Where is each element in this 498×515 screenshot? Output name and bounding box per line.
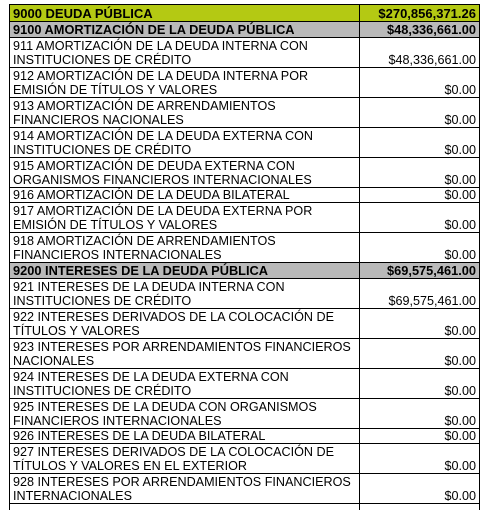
table-row <box>10 38 480 68</box>
account-label: 913 AMORTIZACIÓN DE ARRENDAMIENTOS FINANCIEROS NACIONALES <box>10 98 360 128</box>
account-label: 926 INTERESES DE LA DEUDA BILATERAL <box>10 429 360 444</box>
table-row <box>10 399 480 429</box>
table-row <box>10 128 480 158</box>
table-row <box>10 98 480 128</box>
account-label: 923 INTERESES POR ARRENDAMIENTOS FINANCIEROS NACIONALES <box>10 339 360 369</box>
chapter-row <box>10 5 480 22</box>
account-amount: $0.00 <box>360 98 480 128</box>
account-label: 925 INTERESES DE LA DEUDA CON ORGANISMOS FINANCIEROS INTERNACIONALES <box>10 399 360 429</box>
section-label: 9200 INTERESES DE LA DEUDA PÚBLICA <box>10 263 360 279</box>
account-label: 924 INTERESES DE LA DEUDA EXTERNA CON INSTITUCIONES DE CRÉDITO <box>10 369 360 399</box>
account-amount: $0.00 <box>360 369 480 399</box>
account-label: 917 AMORTIZACIÓN DE LA DEUDA EXTERNA POR EMISIÓN DE TÍTULOS Y VALORES <box>10 203 360 233</box>
account-amount: $0.00 <box>360 128 480 158</box>
account-amount: $0.00 <box>360 158 480 188</box>
account-label: 922 INTERESES DERIVADOS DE LA COLOCACIÓN DE TÍTULOS Y VALORES <box>10 309 360 339</box>
table-row-cutoff <box>10 504 480 511</box>
table-row <box>10 339 480 369</box>
table-row <box>10 309 480 339</box>
table-row <box>10 444 480 474</box>
account-amount: $48,336,661.00 <box>360 38 480 68</box>
table-row <box>10 68 480 98</box>
account-amount: $0.00 <box>360 444 480 474</box>
table-row <box>10 188 480 203</box>
account-amount: $0.00 <box>360 188 480 203</box>
section-row <box>10 263 480 279</box>
account-label: 928 INTERESES POR ARRENDAMIENTOS FINANCIEROS INTERNACIONALES <box>10 474 360 504</box>
cutoff-cell <box>360 504 480 511</box>
section-row <box>10 22 480 38</box>
chapter-amount: $270,856,371.26 <box>360 5 480 22</box>
account-label: 912 AMORTIZACIÓN DE LA DEUDA INTERNA POR EMISIÓN DE TÍTULOS Y VALORES <box>10 68 360 98</box>
account-label: 918 AMORTIZACIÓN DE ARRENDAMIENTOS FINANCIEROS INTERNACIONALES <box>10 233 360 263</box>
account-amount: $0.00 <box>360 233 480 263</box>
account-label: 921 INTERESES DE LA DEUDA INTERNA CON INSTITUCIONES DE CRÉDITO <box>10 279 360 309</box>
table-row <box>10 203 480 233</box>
chapter-label: 9000 DEUDA PÚBLICA <box>10 5 360 22</box>
section-amount: $48,336,661.00 <box>360 22 480 38</box>
account-label: 915 AMORTIZACIÓN DE DEUDA EXTERNA CON ORGANISMOS FINANCIEROS INTERNACIONALES <box>10 158 360 188</box>
account-amount: $0.00 <box>360 399 480 429</box>
budget-table-container <box>9 4 479 510</box>
table-row <box>10 233 480 263</box>
account-amount: $69,575,461.00 <box>360 279 480 309</box>
account-amount: $0.00 <box>360 474 480 504</box>
table-row <box>10 279 480 309</box>
cutoff-cell <box>10 504 360 511</box>
account-label: 927 INTERESES DERIVADOS DE LA COLOCACIÓN DE TÍTULOS Y VALORES EN EL EXTERIOR <box>10 444 360 474</box>
account-label: 916 AMORTIZACIÓN DE LA DEUDA BILATERAL <box>10 188 360 203</box>
table-row <box>10 158 480 188</box>
table-row <box>10 429 480 444</box>
account-label: 911 AMORTIZACIÓN DE LA DEUDA INTERNA CON INSTITUCIONES DE CRÉDITO <box>10 38 360 68</box>
table-row <box>10 369 480 399</box>
account-amount: $0.00 <box>360 429 480 444</box>
account-amount: $0.00 <box>360 309 480 339</box>
section-label: 9100 AMORTIZACIÓN DE LA DEUDA PÚBLICA <box>10 22 360 38</box>
account-amount: $0.00 <box>360 339 480 369</box>
debt-budget-table <box>9 4 480 510</box>
table-row <box>10 474 480 504</box>
table-body <box>10 5 480 511</box>
account-label: 914 AMORTIZACIÓN DE LA DEUDA EXTERNA CON INSTITUCIONES DE CRÉDITO <box>10 128 360 158</box>
account-amount: $0.00 <box>360 68 480 98</box>
section-amount: $69,575,461.00 <box>360 263 480 279</box>
account-amount: $0.00 <box>360 203 480 233</box>
